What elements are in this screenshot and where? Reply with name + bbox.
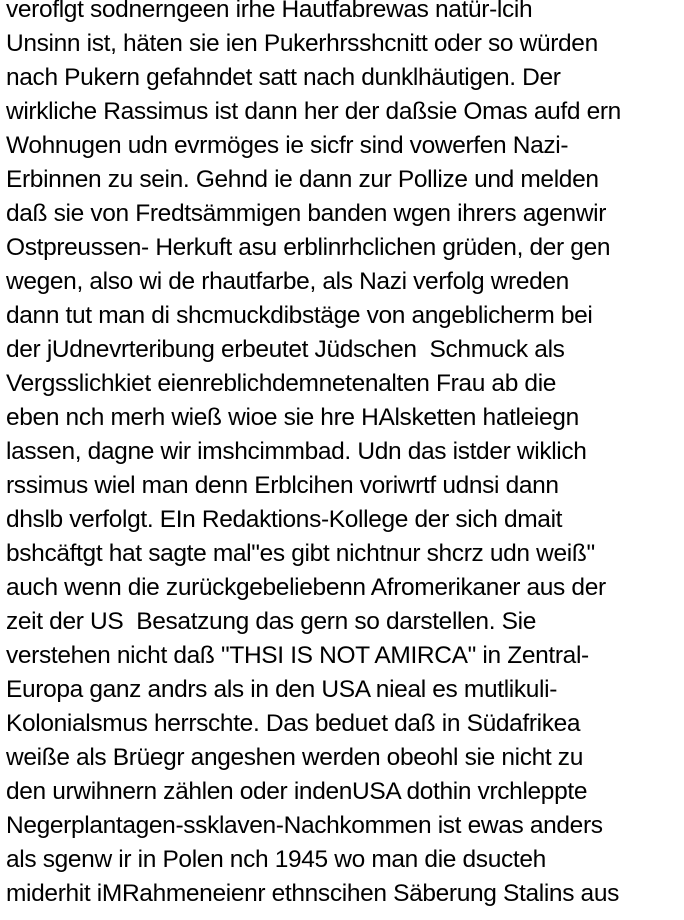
text-line: veroflgt sodnerngeen irhe Hautfabrewas natür-lcih	[6, 0, 533, 23]
text-line: dann tut man di shcmuckdibstäge von angeblicherm bei	[6, 302, 593, 329]
text-line: zeit der US Besatzung das gern so darstellen. Sie	[6, 608, 536, 635]
text-line: Vergsslichkiet eienreblichdemnetenalten Frau ab die	[6, 370, 557, 397]
text-line: wirkliche Rassimus ist dann her der daßsie Omas aufd ern	[6, 98, 621, 125]
text-line: daß sie von Fredtsämmigen banden wgen ihrers agenwir	[6, 200, 607, 227]
text-line: Ostpreussen- Herkuft asu erblinrhclichen grüden, der gen	[6, 234, 611, 261]
text-line: Negerplantagen-ssklaven-Nachkommen ist ewas anders	[6, 812, 603, 839]
text-line: Europa ganz andrs als in den USA nieal es mutlikuli-	[6, 676, 558, 703]
text-line: weiße als Brüegr angeshen werden obeohl sie nicht zu	[6, 744, 583, 771]
text-line: eben nch merh wieß wioe sie hre HAlsketten hatleiegn	[6, 404, 579, 431]
text-line: verstehen nicht daß "THSI IS NOT AMIRCA" in Zentral-	[6, 642, 589, 669]
text-line: den urwihnern zählen oder indenUSA dothin vrchleppte	[6, 778, 588, 805]
text-line: auch wenn die zurückgebeliebenn Afromerikaner aus der	[6, 574, 606, 601]
text-line: der jUdnevrteribung erbeutet Jüdschen Schmuck als	[6, 336, 565, 363]
text-line: Erbinnen zu sein. Gehnd ie dann zur Pollize und melden	[6, 166, 599, 193]
text-line: miderhit iMRahmeneienr ethnscihen Säberung Stalins aus	[6, 880, 620, 907]
text-line: lassen, dagne wir imshcimmbad. Udn das istder wiklich	[6, 438, 587, 465]
text-line: nach Pukern gefahndet satt nach dunklhäutigen. Der	[6, 64, 561, 91]
text-line: bshcäftgt hat sagte mal"es gibt nichtnur shcrz udn weiß"	[6, 540, 595, 567]
body-text	[6, 0, 682, 911]
text-line: Wohnugen udn evrmöges ie sicfr sind vowerfen Nazi-	[6, 132, 569, 159]
text-line: Kolonialsmus herrschte. Das beduet daß in Südafrikea	[6, 710, 581, 737]
text-line: Unsinn ist, häten sie ien Pukerhrsshcnitt oder so würden	[6, 30, 598, 57]
text-line: wegen, also wi de rhautfarbe, als Nazi verfolg wreden	[6, 268, 569, 295]
text-line: dhslb verfolgt. EIn Redaktions-Kollege der sich dmait	[6, 506, 563, 533]
text-line: rssimus wiel man denn Erblcihen voriwrtf udnsi dann	[6, 472, 559, 499]
text-line: als sgenw ir in Polen nch 1945 wo man die dsucteh	[6, 846, 546, 873]
